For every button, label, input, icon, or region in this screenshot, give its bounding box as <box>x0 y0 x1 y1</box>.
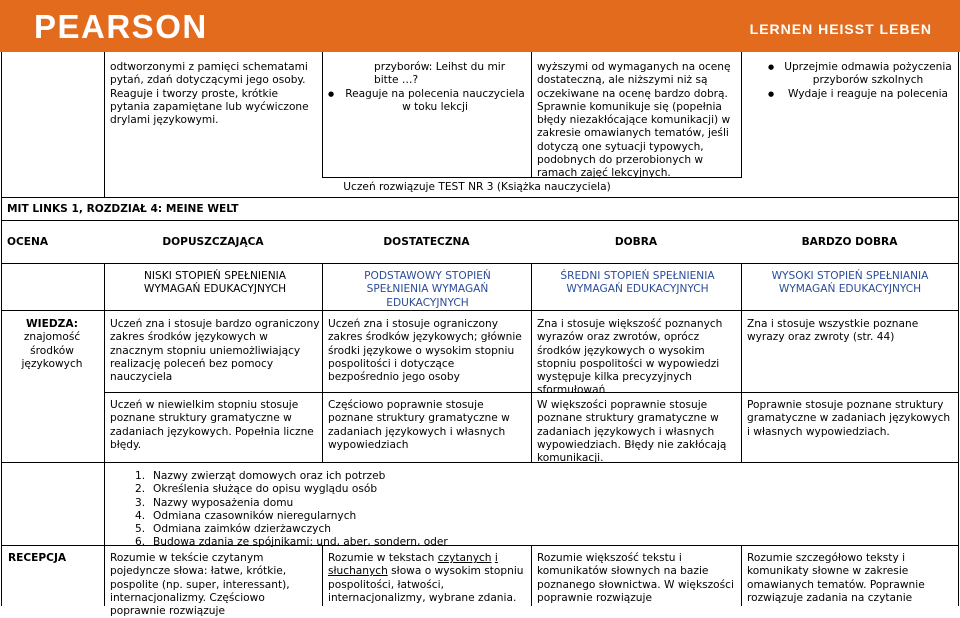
pearson-logo: PEARSON <box>34 8 208 45</box>
top-cell-col4-bullet-1: ● Uprzejmie odmawia pożyczenia przyborów szkolnych <box>768 61 954 88</box>
level-medium: ŚREDNI STOPIEŃ SPEŁNIENIA WYMAGAŃ EDUKACYJNYCH <box>560 270 715 296</box>
grade-dopuszczajaca: DOPUSZCZAJĄCA <box>162 236 264 248</box>
top-cell-col2-bullet: ● Reaguje na polecenia nauczyciela w toku lekcji <box>328 88 528 115</box>
topic-item: 6. Budowa zdania ze spójnikami: und, aber, sondern, oder <box>135 536 448 549</box>
recepcja-dostateczna: Rozumie w tekstach czytanych i słuchanych słowa o wysokim stopniu pospolitości, łatwości, internacjonalizmy, wybrane zdania. <box>328 552 524 604</box>
level-basic: PODSTAWOWY STOPIEŃ SPEŁNIENIA WYMAGAŃ EDUKACYJNYCH <box>364 270 491 309</box>
topic-item: 5. Odmiana zaimków dzierżawczych <box>135 523 331 536</box>
wiedza-row2-dopuszczajaca: Uczeń w niewielkim stopniu stosuje poznane struktury gramatyczne w zadaniach językowych. Popełnia liczne błędy. <box>110 399 314 451</box>
grade-label: OCENA <box>7 236 49 248</box>
topic-item: 2. Określenia służące do opisu wyglądu osób <box>135 483 378 496</box>
section-title: MIT LINKS 1, ROZDZIAŁ 4: MEINE WELT <box>7 203 239 215</box>
wiedza-row1-dopuszczajaca: Uczeń zna i stosuje bardzo ograniczony zakres środków językowych w znacznym stopniu uniemożliwiający realizację poleceń bez pomocy nauczyciela <box>110 318 320 384</box>
wiedza-row1-dostateczna: Uczeń zna i stosuje ograniczony zakres środków językowych; głównie środki językowe o wysokim stopniu pospolitości i dotyczące bezpośrednio jego osoby <box>328 318 522 384</box>
top-cell-col2-intro: przyborów: Leihst du mir bitte …? <box>374 61 506 87</box>
top-cell-col4 <box>768 61 954 101</box>
recepcja-dobra: Rozumie większość tekstu i komunikatów słownych na bazie poznanego słownictwa. W większości poprawnie rozwiązuje <box>537 552 734 604</box>
recepcja-dopuszczajaca: Rozumie w tekście czytanym pojedyncze słowa: łatwe, krótkie, pospolite (np. super, interessant), internacjonalizmy. Częściowo poprawnie rozwiązuje <box>110 552 290 618</box>
top-cell-col1: odtworzonymi z pamięci schematami pytań, zdań dotyczącymi jego osoby. Reaguje i tworzy proste, krótkie pytania zapamiętane lub wyćwiczone drylami językowymi. <box>110 61 309 127</box>
grade-dobra: DOBRA <box>614 236 658 248</box>
level-high: WYSOKI STOPIEŃ SPEŁNIANIA WYMAGAŃ EDUKACYJNYCH <box>771 270 929 296</box>
wiedza-row2-bardzo-dobra: Poprawnie stosuje poznane struktury gramatyczne w zadaniach językowych i własnych wypowiedziach. <box>747 399 951 438</box>
recepcja-bardzo-dobra: Rozumie szczegółowo teksty i komunikaty słowne w zakresie omawianych tematów. Poprawnie rozwiązuje zadania na czytanie <box>747 552 925 604</box>
wiedza-row1-bardzo-dobra: Zna i stosuje wszystkie poznane wyrazy oraz zwroty (str. 44) <box>747 318 919 344</box>
level-low: NISKI STOPIEŃ SPEŁNIENIA WYMAGAŃ EDUKACYJNYCH <box>143 270 287 296</box>
top-cell-col2 <box>328 61 528 114</box>
topic-item: 4. Odmiana czasowników nieregularnych <box>135 509 357 522</box>
topic-item: 3. Nazwy wyposażenia domu <box>135 496 294 509</box>
topic-item: 1. Nazwy zwierząt domowych oraz ich potrzeb <box>135 470 386 482</box>
grade-dostateczna: DOSTATECZNA <box>383 236 470 248</box>
top-cell-col3: wyższymi od wymaganych na ocenę dostateczną, ale niższymi niż są oczekiwane na ocenę bardzo dobrą. Sprawnie komunikuje się (popełnia błędy niezakłócające komunikacji) w zakresie omawianych tematów, jeśli dotyczą one sytuacji typowych, podobnych do przerobionych w ramach zajęć lekcyjnych. <box>537 61 731 180</box>
recepcja-label: RECEPCJA <box>8 552 67 564</box>
test-line: Uczeń rozwiązuje TEST NR 3 (Książka nauczyciela) <box>343 181 611 193</box>
wiedza-row1-dobra: Zna i stosuje większość poznanych wyrazów oraz zwrotów, oprócz środków językowych o wysokim stopniu pospolitości w wypowiedzi występuje kilka precyzyjnych sformułowań <box>537 318 723 397</box>
topics-list <box>135 470 735 550</box>
wiedza-row2-dobra: W większości poprawnie stosuje poznane struktury gramatyczne w zadaniach językowych i własnych wypowiedziach. Błędy nie zakłócają komunikacji. <box>537 399 727 465</box>
pearson-header <box>0 0 960 52</box>
grade-bardzo-dobra: BARDZO DOBRA <box>801 236 898 248</box>
wiedza-label: WIEDZA: znajomość środków językowych <box>21 318 83 370</box>
wiedza-row2-dostateczna: Częściowo poprawnie stosuje poznane struktury gramatyczne w zadaniach językowych i własnych wypowiedziach <box>328 399 510 451</box>
header-tagline: LERNEN HEISST LEBEN <box>749 21 932 37</box>
top-cell-col4-bullet-2: ● Wydaje i reaguje na polecenia <box>768 88 954 101</box>
